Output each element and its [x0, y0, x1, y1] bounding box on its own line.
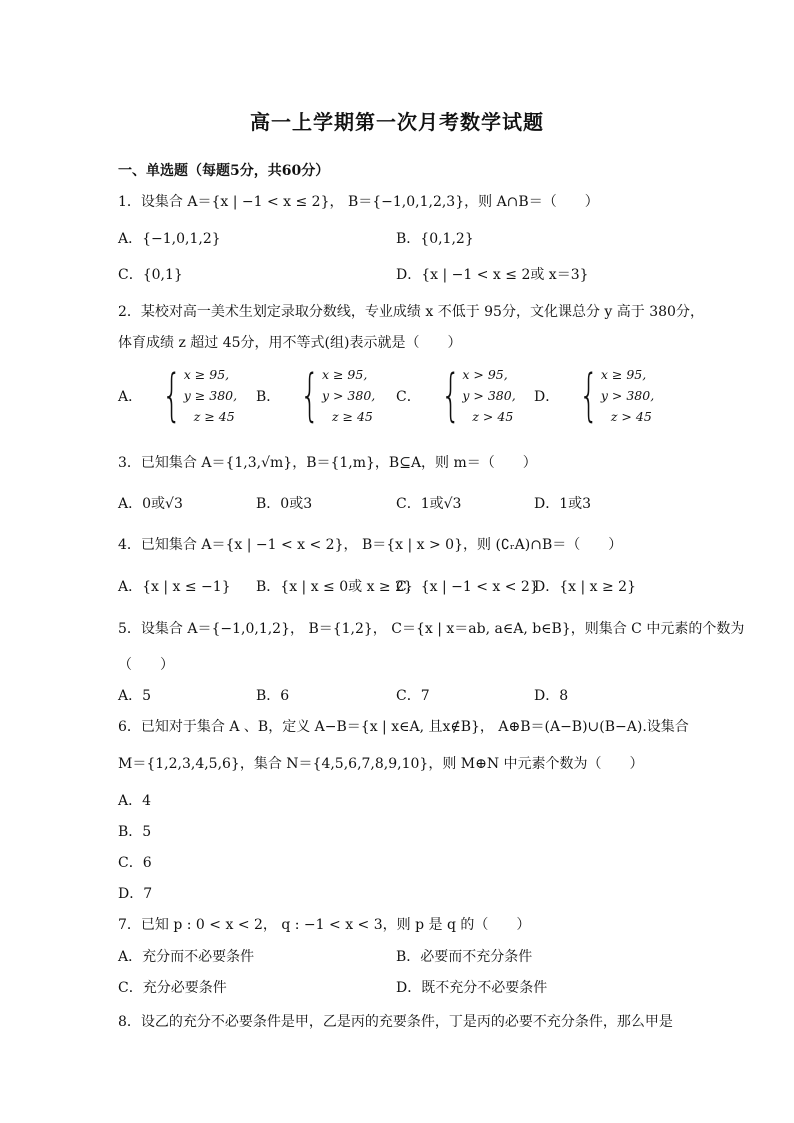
- question-1-option-d: D．{x | −1 < x ≤ 2或 x＝3}: [396, 267, 589, 283]
- question-4-option-a: A．{x | x ≤ −1}: [118, 579, 231, 595]
- question-3-option-d: D．1或3: [534, 496, 592, 512]
- inequality-row: z > 45: [610, 409, 652, 424]
- inequality-row: x ≥ 95,: [183, 367, 230, 382]
- option-label: B．: [256, 388, 281, 405]
- question-4-option-c: C．{x | −1 < x < 2}: [396, 579, 539, 595]
- inequality-row: z > 45: [472, 409, 514, 424]
- question-6-stem-line-2: M＝{1,2,3,4,5,6}，集合 N＝{4,5,6,7,8,9,10}，则 M⊕N 中元素个数为（ ）: [118, 756, 644, 772]
- question-2-option-c: [396, 364, 516, 427]
- inequality-row: x ≥ 95,: [600, 367, 647, 382]
- question-6-stem-line-1: 6．已知对于集合 A 、B，定义 A−B＝{x | x∈A, 且x∉B}， A⊕B＝(A−B)∪(B−A).设集合: [118, 719, 689, 735]
- page-title: 高一上学期第一次月考数学试题: [250, 110, 544, 134]
- left-brace-icon: {: [300, 362, 320, 428]
- question-6-option-d: D．7: [118, 886, 153, 902]
- left-brace-icon: {: [162, 362, 182, 428]
- question-6-option-b: B．5: [118, 824, 152, 840]
- question-7-option-a: A．充分而不必要条件: [118, 949, 255, 965]
- inequality-row: y ≥ 380,: [183, 388, 238, 403]
- question-3-option-b: B．0或3: [256, 496, 313, 512]
- option-label: D．: [534, 388, 560, 405]
- inequality-row: x > 95,: [462, 367, 508, 382]
- question-2-option-b: [256, 364, 375, 427]
- question-2-option-d: [534, 364, 654, 427]
- question-4-option-d: D．{x | x ≥ 2}: [534, 579, 636, 595]
- question-5-stem-line-1: 5．设集合 A＝{−1,0,1,2}， B＝{1,2}， C＝{x | x＝ab, a∈A, b∈B}，则集合 C 中元素的个数为: [118, 621, 745, 637]
- option-label: A．: [118, 388, 143, 405]
- question-3-option-a: A．0或√3: [118, 496, 183, 512]
- inequality-row: y > 380,: [462, 388, 516, 403]
- question-4-stem: 4．已知集合 A＝{x | −1 < x < 2}， B＝{x | x > 0}，则 (∁ᵣA)∩B＝（ ）: [118, 537, 623, 553]
- question-2-stem-line-1: 2．某校对高一美术生划定录取分数线，专业成绩 x 不低于 95分，文化课总分 y 高于 380分，: [118, 304, 704, 320]
- question-5-option-c: C．7: [396, 688, 430, 704]
- question-5-option-b: B．6: [256, 688, 290, 704]
- question-3-option-c: C．1或√3: [396, 496, 462, 512]
- inequality-row: y > 380,: [600, 388, 655, 403]
- inequality-row: z ≥ 45: [331, 409, 373, 424]
- question-5-option-d: D．8: [534, 688, 569, 704]
- question-6-option-a: A．4: [118, 793, 152, 809]
- left-brace-icon: {: [579, 362, 599, 428]
- left-brace-icon: {: [440, 362, 461, 428]
- question-1-option-b: B．{0,1,2}: [396, 231, 474, 247]
- section-heading: 一、单选题（每题5分，共60分）: [118, 163, 330, 179]
- inequality-row: z ≥ 45: [193, 409, 235, 424]
- question-4-option-b: B．{x | x ≤ 0或 x ≥ 2}: [256, 579, 413, 595]
- question-2-stem-line-2: 体育成绩 z 超过 45分，用不等式(组)表示就是（ ）: [118, 335, 462, 351]
- question-7-option-d: D．既不充分不必要条件: [396, 980, 548, 996]
- question-5-option-a: A．5: [118, 688, 152, 704]
- question-6-option-c: C．6: [118, 855, 152, 871]
- inequality-row: y > 380,: [321, 388, 376, 403]
- question-5-stem-line-2: （ ）: [118, 657, 174, 673]
- inequality-row: x ≥ 95,: [321, 367, 368, 382]
- question-7-stem: 7．已知 p : 0 < x < 2， q : −1 < x < 3，则 p 是 q 的（ ）: [118, 917, 531, 933]
- question-1-option-a: A．{−1,0,1,2}: [118, 231, 221, 247]
- question-7-option-b: B．必要而不充分条件: [396, 949, 533, 965]
- question-2-option-a: [118, 364, 237, 427]
- question-3-stem: 3．已知集合 A＝{1,3,√m}，B＝{1,m}，B⊆A，则 m＝（ ）: [118, 455, 537, 471]
- option-label: C．: [396, 388, 421, 405]
- question-7-option-c: C．充分必要条件: [118, 980, 227, 996]
- question-1-option-c: C．{0,1}: [118, 267, 183, 283]
- question-8-stem: 8．设乙的充分不必要条件是甲，乙是丙的充要条件，丁是丙的必要不充分条件，那么甲是: [118, 1014, 673, 1030]
- question-1-stem: 1．设集合 A＝{x | −1 < x ≤ 2}， B＝{−1,0,1,2,3}，则 A∩B＝（ ）: [118, 194, 599, 210]
